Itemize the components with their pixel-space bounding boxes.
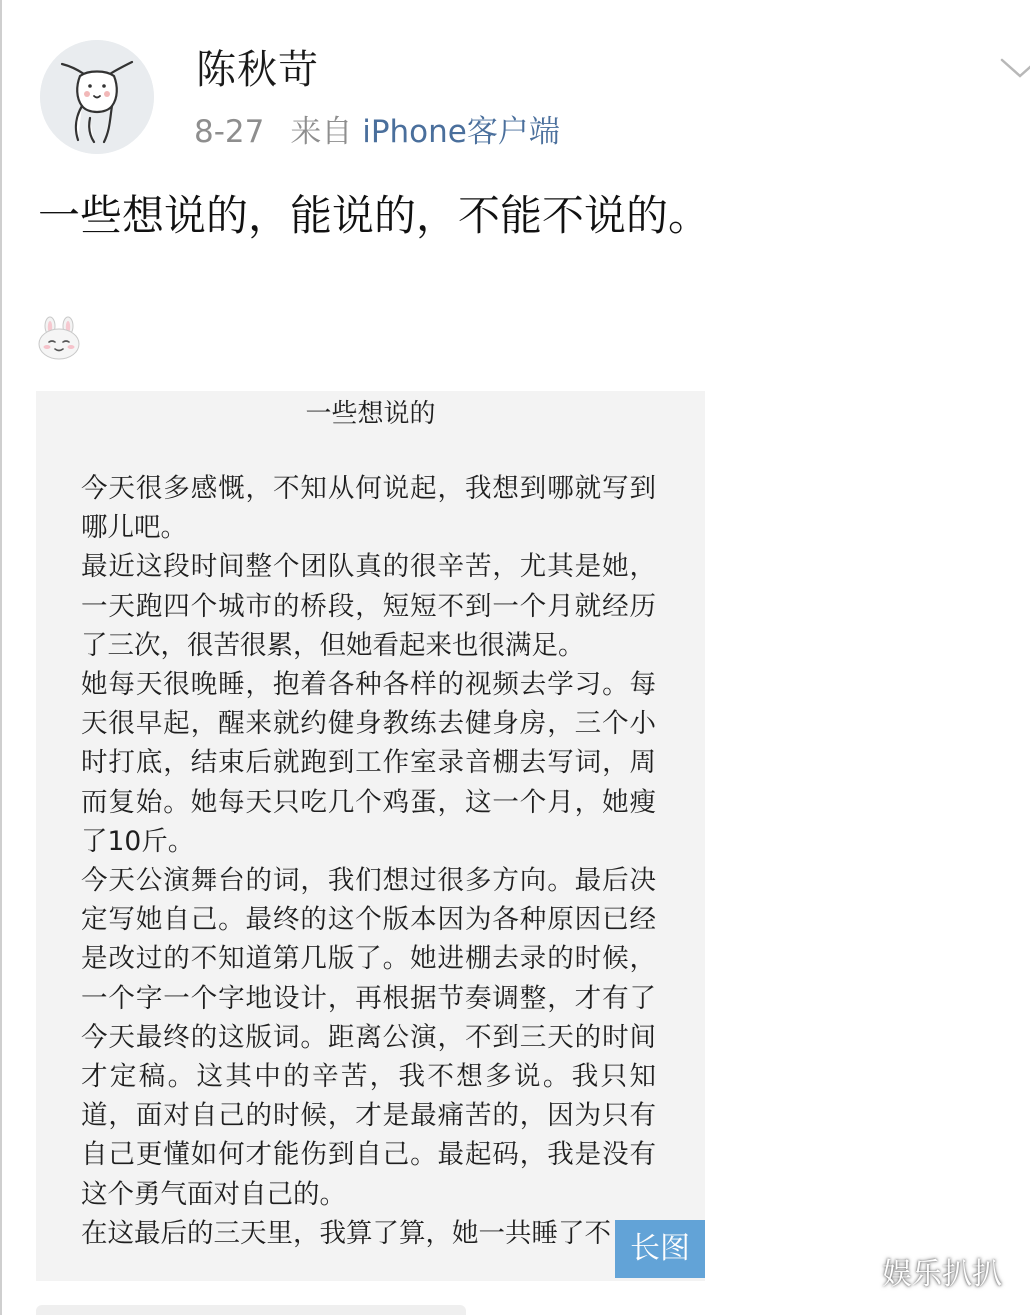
source-client-link[interactable]: iPhone客户端 <box>362 114 560 150</box>
note-paragraph: 今天很多感慨，不知从何说起，我想到哪就写到哪儿吧。 <box>81 473 656 544</box>
note-paragraph: 在这最后的三天里，我算了算，她一共睡了不 <box>81 1217 611 1249</box>
note-paragraph: 最近这段时间整个团队真的很辛苦，尤其是她，一天跑四个城市的桥段，短短不到一个月就经历了三次，很苦很累，但她看起来也很满足。 <box>81 551 656 661</box>
bunny-face-icon <box>36 316 82 360</box>
source-prefix: 来自 <box>290 114 353 150</box>
bottom-divider <box>36 1305 466 1315</box>
note-paragraph: 她每天很晚睡，抱着各种各样的视频去学习。每天很早起，醒来就约健身教练去健身房，三个小时打底，结束后就跑到工作室录音棚去写词，周而复始。她每天只吃几个鸡蛋，这一个月，她瘦了10斤。 <box>81 669 656 857</box>
chevron-down-icon <box>994 56 1030 84</box>
post-date: 8-27 <box>194 114 265 150</box>
post-menu-chevron[interactable] <box>994 56 1030 84</box>
note-body <box>81 469 656 1253</box>
username[interactable]: 陈秋苛 <box>196 47 319 93</box>
long-image-badge[interactable]: 长图 <box>615 1220 705 1278</box>
post-meta <box>194 112 560 152</box>
watermark: 娱乐扒扒 <box>882 1257 1002 1292</box>
long-note-image[interactable] <box>36 391 705 1281</box>
emoji <box>36 316 82 360</box>
note-title: 一些想说的 <box>305 399 436 429</box>
note-paragraph: 今天公演舞台的词，我们想过很多方向。最后决定写她自己。最终的这个版本因为各种原因已经是改过的不知道第几版了。她进棚去录的时候，一个字一个字地设计，再根据节奏调整，才有了今天最终的这版词。距离公演，不到三天的时间才定稿。这其中的辛苦，我不想多说。我只知道，面对自己的时候，才是最痛苦的，因为只有自己更懂如何才能伤到自己。最起码，我是没有这个勇气面对自己的。 <box>81 865 656 1210</box>
post-text: 一些想说的，能说的，不能不说的。 <box>38 191 711 240</box>
left-edge-divider <box>0 0 2 1315</box>
user-avatar[interactable] <box>40 40 154 154</box>
cartoon-bunny-avatar-icon <box>40 40 154 154</box>
